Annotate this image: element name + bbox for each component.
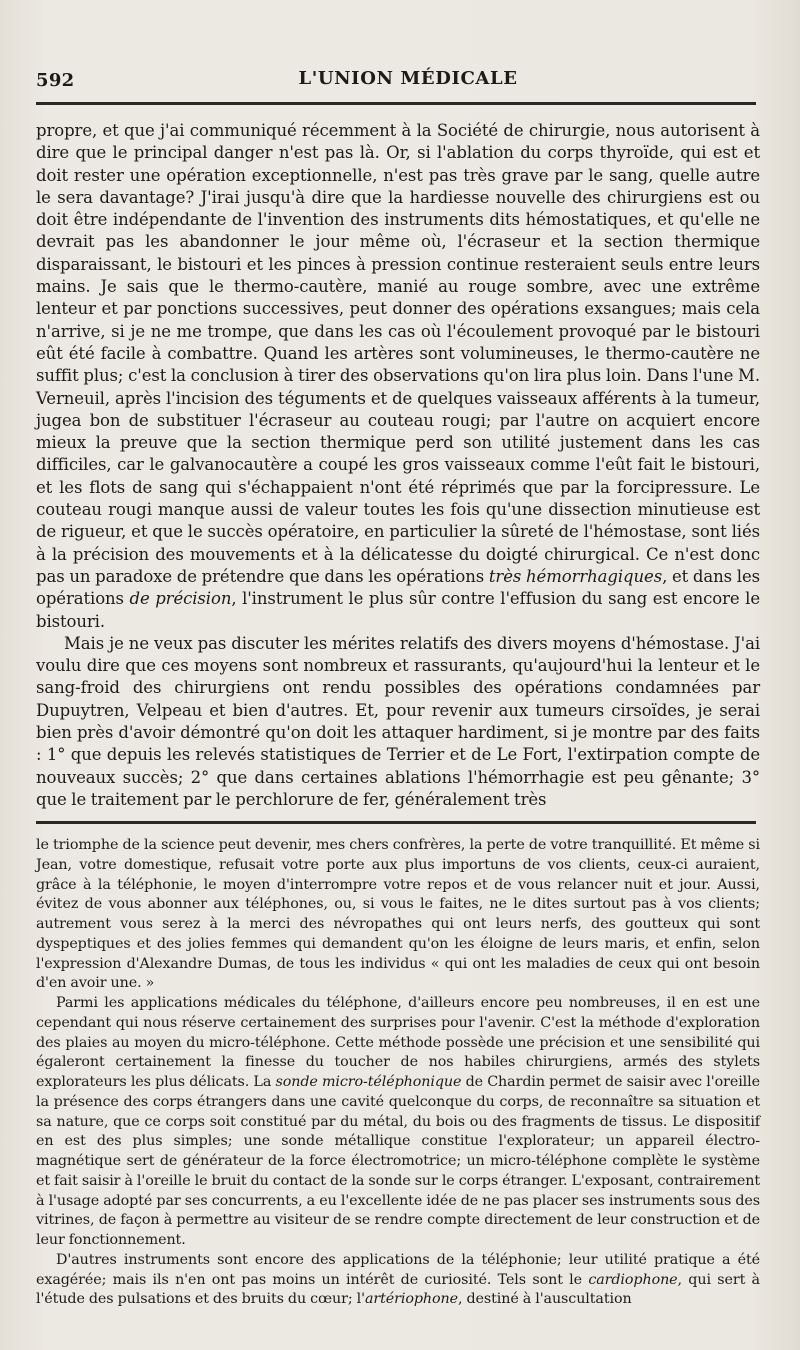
footnote-paragraph-3-italic-2: artériophone [364, 1291, 458, 1308]
main-paragraph-1-part-c: , l'instrument le plus sûr contre l'effusion du sang est encore le bistouri. [36, 589, 760, 631]
footnote-rule [36, 821, 756, 824]
footnote-paragraph-2-part-a: Parmi les applications médicales du téléphone, d'ailleurs encore peu nombreuses, il en est une cependant qui nous réserve certainement des surprises pour l'avenir. C'est la méthode d'exploration des plaies au moyen du micro-téléphone. Cette méthode possède une précision et une sensibilité qui égaleront certainement la finesse du toucher de nos habiles chirurgiens, armés des stylets explorateurs les plus délicats. La [36, 995, 760, 1091]
footnote-paragraph-2-part-b: de Chardin permet de saisir avec l'oreille la présence des corps étrangers dans une cavité quelconque du corps, de reconnaître sa situation et sa nature, que ce corps soit constitué par du métal, du bois ou des fragments de tissus. Le dispositif en est des plus simples; une sonde métallique constitue l'explorateur; un appareil électro-magnétique sert de générateur de la force électromotrice; un micro-téléphone complète le système et fait saisir à l'oreille le bruit du contact de la sonde sur le corps étranger. L'exposant, contrairement à l'usage adopté par ses concurrents, a eu l'excellente idée de ne pas placer ses instruments sous des vitrines, de façon à permettre au visiteur de se rendre compte directement de leur construction et de leur fonctionnement. [36, 1074, 760, 1249]
running-title: L'UNION MÉDICALE [298, 68, 518, 89]
footnote-paragraph-2 [36, 994, 760, 1251]
main-paragraph-1 [36, 120, 760, 633]
footnote-paragraph-3-part-b: , qui sert à l'étude des pulsations et des bruits du cœur; l' [36, 1271, 760, 1308]
header-rule [36, 102, 756, 105]
footnote-text [36, 836, 760, 1310]
footnote-paragraph-3 [36, 1251, 760, 1310]
footnote-paragraph-3-part-c: , destiné à l'auscultation [457, 1291, 632, 1308]
footnote-paragraph-3-italic-1: cardiophone [588, 1271, 678, 1288]
main-paragraph-1-italic-1: très hémorrhagiques [488, 566, 663, 586]
main-paragraph-1-part-a: propre, et que j'ai communiqué récemment à la Société de chirurgie, nous autorisent à dire que le principal danger n'est pas là. Or, si l'ablation du corps thyroïde, qui est et doit rester une opération exceptionnelle, n'est pas très grave par le sang, quelle autre le sera davantage? J'irai jusqu'à dire que la hardiesse nouvelle des chirurgiens est ou doit être indépendante de l'invention des instruments dits hémostatiques, et qu'elle ne devrait pas les abandonner le jour même où, l'écraseur et la section thermique disparaissant, le bistouri et les pinces à pression continue resteraient seuls entre leurs mains. Je sais que le thermo-cautère, manié au rouge sombre, avec une extrême lenteur et par ponctions successives, peut donner des opérations exsangues; mais cela n'arrive, si je ne me trompe, que dans les cas où l'écoulement provoqué par le bistouri eût été facile à combattre. Quand les artères sont volumineuses, le thermo-cautère ne suffit plus; c'est la conclusion à tirer des observations qu'on lira plus loin. Dans l'une M. Verneuil, après l'incision des téguments et de quelques vaisseaux afférents à la tumeur, jugea bon de substituer l'écraseur au couteau rougi; par l'autre on acquiert encore mieux la preuve que la section thermique perd son utilité justement dans les cas difficiles, car le galvanocautère a coupé les gros vaisseaux comme l'eût fait le bistouri, et les flots de sang qui s'échappaient n'ont été réprimés que par la forcipressure. Le couteau rougi manque aussi de valeur toutes les fois qu'une dissection minutieuse est de rigueur, et que le succès opératoire, en particulier la sûreté de l'hémostase, sont liés à la précision des mouvements et à la délicatesse du doigté chirurgical. Ce n'est donc pas un paradoxe de prétendre que dans les opérations [36, 121, 760, 586]
footnote-paragraph-2-italic: sonde micro-téléphonique [275, 1074, 462, 1091]
page-number: 592 [36, 70, 75, 91]
footnote-paragraph-1: le triomphe de la science peut devenir, mes chers confrères, la perte de votre tranquillité. Et même si Jean, votre domestique, refusait votre porte aux plus importuns de vos clients, ceux-ci auraient, grâce à la téléphonie, le moyen d'interrompre votre repos et de vous relancer nuit et jour. Aussi, évitez de vous abonner aux téléphones, ou, si vous le faites, ne le dites surtout pas à vos clients; autrement vous serez à la merci des névropathes qui ont leurs nerfs, des goutteux qui sont dyspeptiques et des jolies femmes qui demandent qu'on les éloigne de leurs maris, et enfin, selon l'expression d'Alexandre Dumas, de tous les individus « qui ont les maladies de ceux qui ont besoin d'en avoir une. » [36, 837, 760, 992]
main-paragraph-1-part-b: , et dans les opérations [36, 566, 760, 609]
main-paragraph-2: Mais je ne veux pas discuter les mérites relatifs des divers moyens d'hémostase. J'ai voulu dire que ces moyens sont nombreux et rassurants, qu'aujourd'hui la lenteur et le sang-froid des chirurgiens ont rendu possibles des opérations condamnées par Dupuytren, Velpeau et bien d'autres. Et, pour revenir aux tumeurs cirsoïdes, je serai bien près d'avoir démontré qu'on doit les attaquer hardiment, si je montre par des faits : 1° que depuis les relevés statistiques de Terrier et de Le Fort, l'extirpation compte de nouveaux succès; 2° que dans certaines ablations l'hémorrhagie est peu gênante; 3° que le traitement par le perchlorure de fer, généralement très [36, 633, 760, 809]
footnote-paragraph-3-part-a: D'autres instruments sont encore des applications de la téléphonie; leur utilité pratique a été exagérée; mais ils n'en ont pas moins un intérêt de curiosité. Tels sont le [36, 1251, 760, 1288]
main-paragraph-1-italic-2: de précision [129, 589, 232, 609]
page-header [36, 54, 760, 94]
main-text [36, 120, 760, 811]
